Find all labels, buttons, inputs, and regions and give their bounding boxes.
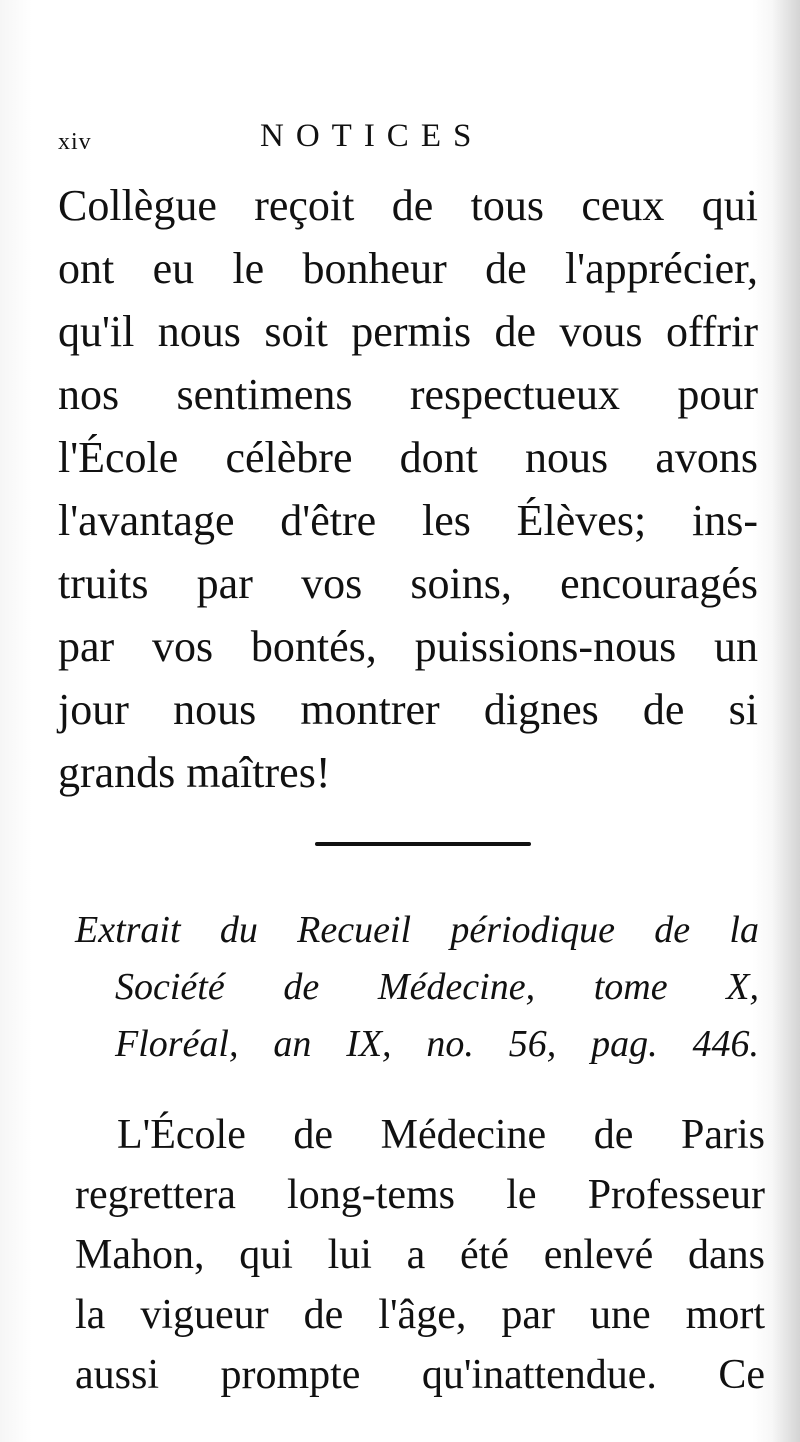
source-citation bbox=[75, 902, 759, 1073]
article-line: Mahon, qui lui a été enlevé dans bbox=[75, 1232, 765, 1278]
citation-line: Floréal, an IX, no. 56, pag. 446. bbox=[115, 1023, 759, 1065]
body-line: Collègue reçoit de tous ceux qui bbox=[58, 181, 758, 230]
body-line: qu'il nous soit permis de vous offrir bbox=[58, 307, 758, 356]
page-edge-shadow bbox=[772, 0, 800, 1442]
page-header bbox=[58, 118, 748, 162]
article-line: la vigueur de l'âge, par une mort bbox=[75, 1292, 765, 1338]
body-line: jour nous montrer dignes de si bbox=[58, 685, 758, 734]
body-line: truits par vos soins, encouragés bbox=[58, 559, 758, 608]
citation-line: Société de Médecine, tome X, bbox=[115, 966, 759, 1008]
citation-line: Extrait du Recueil périodique de la bbox=[75, 909, 759, 951]
section-divider bbox=[315, 842, 531, 846]
article-text bbox=[75, 1105, 765, 1405]
body-line: nos sentimens respectueux pour bbox=[58, 370, 758, 419]
body-line: grands maîtres! bbox=[58, 748, 331, 797]
article-line: aussi prompte qu'inattendue. Ce bbox=[75, 1352, 765, 1398]
article-line: regrettera long-tems le Professeur bbox=[75, 1172, 765, 1218]
body-line: par vos bontés, puissions-nous un bbox=[58, 622, 758, 671]
running-head: NOTICES bbox=[260, 118, 484, 154]
body-line: l'avantage d'être les Élèves; ins- bbox=[58, 496, 758, 545]
body-line: l'École célèbre dont nous avons bbox=[58, 433, 758, 482]
article-line: L'École de Médecine de Paris bbox=[117, 1112, 765, 1158]
body-line: ont eu le bonheur de l'apprécier, bbox=[58, 244, 758, 293]
body-text bbox=[58, 174, 758, 804]
page-number: xiv bbox=[58, 129, 92, 155]
